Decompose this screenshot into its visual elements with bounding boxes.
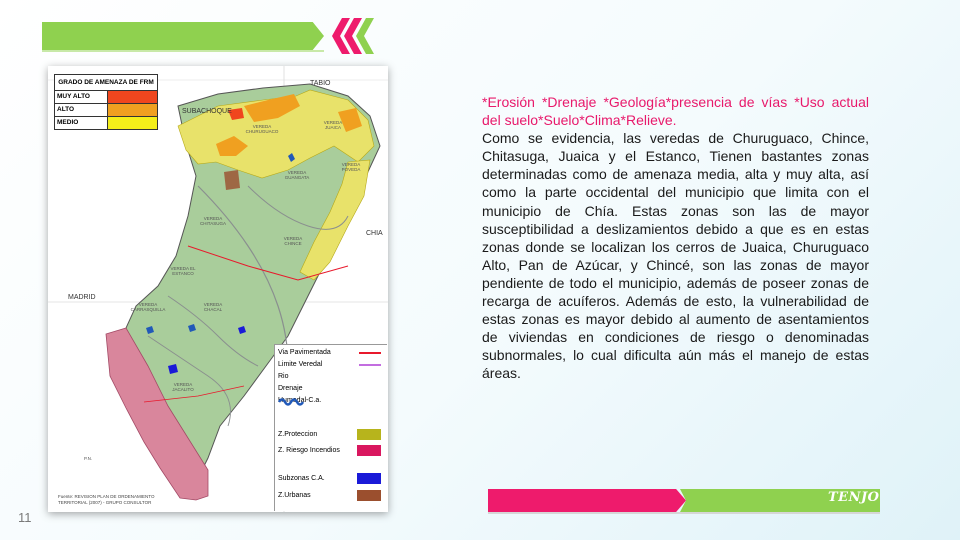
hazard-swatch xyxy=(108,117,157,129)
header-accent-line xyxy=(42,50,324,52)
symbol-legend-row xyxy=(278,429,384,440)
symbol-legend-label: Humedal-C.a. xyxy=(278,397,322,404)
vereda-label: VEREDA CHURUGUACO xyxy=(245,124,279,134)
vereda-label: VEREDA CHACAL xyxy=(203,302,223,312)
hazard-legend-row xyxy=(55,117,157,129)
map-label-madrid: MADRID xyxy=(68,294,96,301)
vereda-label: VEREDA EL ESTANCO xyxy=(170,266,196,276)
wetland-wave-icon xyxy=(278,396,304,406)
header-accent-bar xyxy=(42,22,324,50)
symbol-legend-label: Z.Proteccion xyxy=(278,431,318,438)
footer-pink-bar xyxy=(488,489,686,512)
vereda-label: VEREDA JUAICA xyxy=(323,120,343,130)
north-arrow-label: P.N. xyxy=(84,456,93,461)
footer-line xyxy=(488,512,880,514)
symbol-legend-row xyxy=(278,395,384,406)
symbol-legend-row xyxy=(278,445,384,456)
protection-zone-swatch xyxy=(357,429,381,440)
symbol-legend-label: Limite Veredal xyxy=(278,361,323,368)
vereda-label: VEREDA CHINCE xyxy=(283,236,303,246)
symbol-legend-label: Via Pavimentada xyxy=(278,349,331,356)
hazard-level-label: MEDIO xyxy=(55,117,108,129)
hazard-level-label: MUY ALTO xyxy=(55,91,108,103)
symbol-legend-row xyxy=(278,490,384,501)
road-line-icon xyxy=(359,352,381,354)
vereda-label: VEREDA POVEDA xyxy=(341,162,361,172)
map-label-tabio: TABIO xyxy=(310,80,331,87)
risk-map-image xyxy=(48,66,388,512)
body-paragraph: Como se evidencia, las veredas de Churuguaco, Chince, Chitasuga, Juaica y el Estanco, Tienen bastantes zonas determinadas como de amenaza media, alta y muy alta, así como la parte occidental del municipio que limita con el municipio de Chía. Estas zonas son las de mayor susceptibilidad a deslizamientos debido a que es en estas zonas donde se localizan los cerros de Juaica, Churuguaco Alto, Pan de Azúcar, y Chincé, son las zonas de mayor pendiente de todo el municipio, además de poseer zonas de recarga de acuíferos. Además de esto, la vulnerabilidad de estas zonas es mayor debido al aumento de asentamientos de viviendas en condiciones de riesgo o denominadas subnormales, lo cual dificulta aún más el manejo de estas áreas. xyxy=(482,130,869,382)
hazard-swatch xyxy=(108,91,157,103)
hazard-legend-row xyxy=(55,91,157,104)
page-number: 11 xyxy=(18,510,32,525)
vereda-label: VEREDA JACALITO xyxy=(172,382,194,392)
map-source: Fuente: REVISION PLAN DE ORDENAMIENTO TERRITORIAL (2007) - GRUPO CONSULTOR xyxy=(58,494,155,505)
chevron-arrows-icon xyxy=(328,18,376,54)
tenjo-logo: TENJO xyxy=(828,490,880,505)
symbol-legend-label: Z. Riesgo Incendios xyxy=(278,447,340,454)
hazard-legend xyxy=(54,74,158,130)
vereda-label: VEREDA GUANGATA xyxy=(284,170,310,180)
vereda-label: VEREDA CHITASUGA xyxy=(200,216,226,226)
symbol-legend-label: Subzonas C.A. xyxy=(278,475,325,482)
urban-zone-swatch xyxy=(357,490,381,501)
symbol-legend xyxy=(274,344,387,511)
hazard-swatch xyxy=(108,104,157,116)
symbol-legend-row xyxy=(278,359,384,370)
slide-text xyxy=(482,93,869,383)
vereda-label: VEREDA CARRASQUILLA xyxy=(130,302,166,312)
boundary-line-icon xyxy=(359,364,381,366)
symbol-legend-row xyxy=(278,473,384,484)
hazard-level-label: ALTO xyxy=(55,104,108,116)
map-label-subachoque: SUBACHOQUE xyxy=(182,108,232,115)
hazard-legend-title: GRADO DE AMENAZA DE FRM xyxy=(55,75,157,91)
factors-list: *Erosión *Drenaje *Geología*presencia de vías *Uso actual del suelo*Suelo*Clima*Relieve. xyxy=(482,94,869,129)
symbol-legend-label: Rio xyxy=(278,373,289,380)
fire-risk-swatch xyxy=(357,445,381,456)
map-label-chia: CHIA xyxy=(366,230,383,237)
hazard-legend-row xyxy=(55,104,157,117)
symbol-legend-row xyxy=(278,383,384,394)
symbol-legend-label: Drenaje xyxy=(278,385,303,392)
subzone-swatch xyxy=(357,473,381,484)
symbol-legend-row xyxy=(278,371,384,382)
symbol-legend-row xyxy=(278,347,384,358)
symbol-legend-label: Z.Urbanas xyxy=(278,492,311,499)
